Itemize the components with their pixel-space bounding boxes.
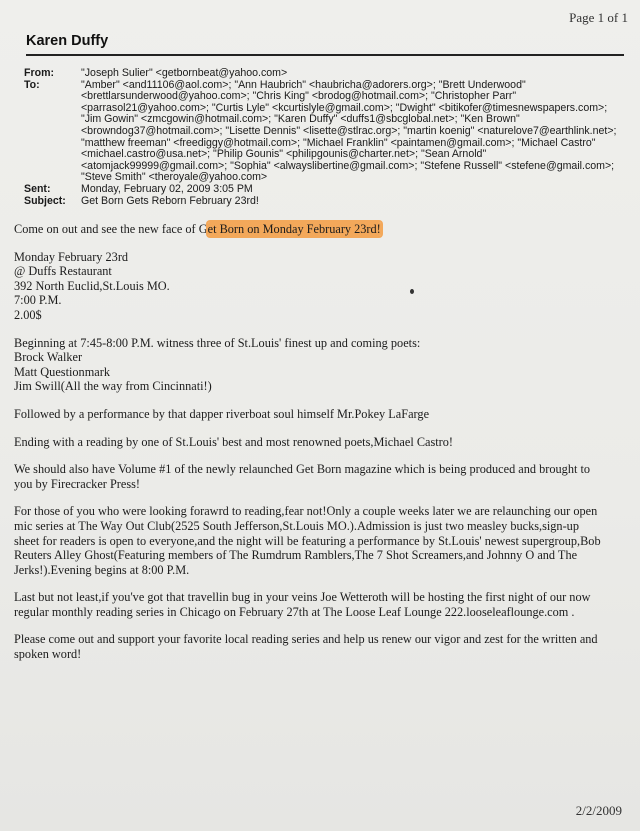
wayout-line: For those of you who were looking forawrd to reading,fear not!Only a couple weeks later we are relaunching our open — [14, 504, 598, 519]
from-value: "Joseph Sulier" <getbornbeat@yahoo.com> — [81, 67, 288, 79]
paper-speck — [410, 289, 414, 294]
from-label: From: — [24, 67, 55, 79]
subject-value: Get Born Gets Reborn February 23rd! — [81, 194, 259, 207]
to-line: <brettlarsunderwood@yahoo.com>; "Chris King" <brodog@hotmail.com>; "Christopher Parr" — [81, 90, 517, 103]
event-line: 2.00$ — [14, 307, 42, 322]
header-divider — [26, 54, 624, 56]
to-row — [24, 80, 624, 184]
to-recipients — [81, 80, 624, 184]
page-number: Page 1 of 1 — [569, 10, 628, 25]
poets-paragraph — [14, 336, 626, 394]
ending-paragraph — [14, 435, 626, 450]
to-line: <atomjack99999@gmail.com>; "Sophia" <alwayslibertine@gmail.com>; "Stefene Russell" <stefene@gmail.com>; — [81, 159, 615, 172]
intro-paragraph — [14, 222, 626, 237]
closing-paragraph — [14, 632, 626, 661]
chicago-paragraph — [14, 590, 626, 619]
chicago-line: regular monthly reading series in Chicago on February 27th at The Loose Leaf Lounge 222.looseleaflounge.com . — [14, 604, 575, 619]
event-line: Monday February 23rd — [14, 249, 129, 264]
poet-name: Jim Swill(All the way from Cincinnati!) — [14, 379, 212, 394]
subject-label: Subject: — [24, 194, 66, 207]
event-line: 392 North Euclid,St.Louis MO. — [14, 278, 170, 293]
intro-text: Come on out and see the new face of G — [14, 222, 208, 236]
to-line: "Steve Smith" <theroyale@yahoo.com> — [81, 171, 268, 184]
to-line: <parrasol21@yahoo.com>; "Curtis Lyle" <kcurtislyle@gmail.com>; "Dwight" <bitikofer@timesnewspapers.com>; — [81, 101, 608, 114]
to-line: "Jim Gowin" <zmcgowin@hotmail.com>; "Karen Duffy" <duffs1@sbcglobal.net>; "Ken Brown" — [81, 113, 520, 126]
footer-date: 2/2/2009 — [575, 803, 622, 818]
email-header — [24, 68, 624, 207]
event-line: @ Duffs Restaurant — [14, 264, 112, 279]
poet-name: Brock Walker — [14, 350, 83, 365]
to-label: To: — [24, 78, 40, 91]
to-line: "Amber" <and11106@aol.com>; "Ann Haubrich" <haubricha@adorers.org>; "Brett Underwood" — [81, 78, 526, 91]
sent-row — [24, 184, 624, 196]
magazine-line: We should also have Volume #1 of the newly relaunched Get Born magazine which is being produced and brought to — [14, 462, 591, 477]
to-line: "matthew freeman" <freediggy@hotmail.com>; "Michael Franklin" <paintamen@gmail.com>; "Michael Castro" — [81, 136, 596, 149]
magazine-line: you by Firecracker Press! — [14, 476, 141, 491]
followed-paragraph — [14, 407, 626, 422]
closing-line: Please come out and support your favorite local reading series and help us renew our vigor and zest for the written and — [14, 632, 598, 647]
poet-name: Matt Questionmark — [14, 364, 110, 379]
to-line: <browndog37@hotmail.com>; "Lisette Dennis" <lisette@stlrac.org>; "martin koenig" <naturelove7@earthlink.net>; — [81, 124, 617, 137]
poets-intro: Beginning at 7:45-8:00 P.M. witness three of St.Louis' finest up and coming poets: — [14, 335, 421, 350]
wayout-paragraph — [14, 504, 626, 577]
ending-text: Ending with a reading by one of St.Louis' best and most renowned poets,Michael Castro! — [14, 434, 454, 449]
sent-value: Monday, February 02, 2009 3:05 PM — [81, 182, 253, 195]
chicago-line: Last but not least,if you've got that travellin bug in your veins Joe Wetteroth will be hosting the first night of our now — [14, 590, 591, 605]
email-body — [14, 222, 626, 675]
wayout-line: Reuters Alley Ghost(Featuring members of The Rumdrum Ramblers,The 7 Shot Screamers,and Johnny O and The — [14, 548, 578, 563]
closing-line: spoken word! — [14, 647, 82, 662]
subject-row — [24, 196, 624, 208]
wayout-line: Jerks!).Evening begins at 8:00 P.M. — [14, 562, 190, 577]
event-details — [14, 250, 626, 323]
from-row — [24, 68, 624, 80]
followed-text: Followed by a performance by that dapper riverboat soul himself Mr.Pokey LaFarge — [14, 406, 430, 421]
wayout-line: mic series at The Way Out Club(2525 South Jefferson,St.Louis MO.).Admission is just two measley bucks,sign-up — [14, 518, 579, 533]
wayout-line: sheet for readers is open to everyone,and the night will be featuring a performance by St.Louis' newest supergroup,Bob — [14, 533, 601, 548]
sender-name: Karen Duffy — [26, 33, 109, 49]
highlighted-text: et Born on Monday February 23rd! — [207, 222, 381, 236]
to-line: <michael.castro@usa.net>; "Philip Gounis" <philipgounis@charter.net>; "Sean Arnold" — [81, 148, 487, 161]
sent-label: Sent: — [24, 182, 51, 195]
event-line: 7:00 P.M. — [14, 293, 62, 308]
magazine-paragraph — [14, 462, 626, 491]
